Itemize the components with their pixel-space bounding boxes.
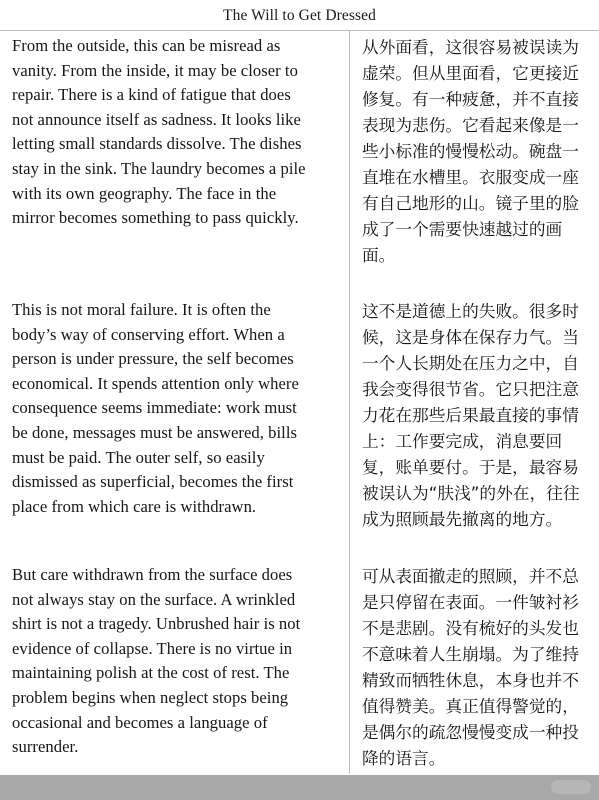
chinese-line: 不意味着人生崩塌。为了维持	[362, 644, 579, 664]
chinese-line: 是偶尔的疏忽慢慢变成一种投	[362, 722, 579, 742]
english-line: mirror becomes something to pass quickly.	[12, 208, 299, 228]
english-line: dismissed as superficial, becomes the first	[12, 472, 294, 492]
english-line: not announce itself as sadness. It looks like	[12, 109, 301, 129]
chinese-line: 不是悲剧。没有梳好的头发也	[362, 618, 579, 638]
chinese-line: 些小标准的慢慢松动。碗盘一	[362, 141, 579, 161]
english-line: body’s way of conserving effort. When a	[12, 324, 285, 344]
english-paragraph	[12, 298, 347, 519]
chinese-line: 成为照顾最先撤离的地方。	[362, 509, 563, 529]
chinese-line: 从外面看，这很容易被误读为	[362, 37, 579, 57]
chinese-line: 表现为悲伤。它看起来像是一	[362, 115, 579, 135]
chinese-line: 可从表面撤走的照顾，并不总	[362, 566, 579, 586]
chinese-line: 有自己地形的山。镜子里的脸	[362, 193, 579, 213]
english-line: vanity. From the inside, it may be closer to	[12, 60, 298, 80]
watermark-logo	[551, 780, 591, 794]
chinese-line: 这不是道德上的失败。很多时	[362, 301, 579, 321]
chinese-line: 虚荣。但从里面看，它更接近	[362, 63, 579, 83]
chinese-paragraph	[362, 34, 594, 268]
english-line: From the outside, this can be misread as	[12, 36, 281, 55]
english-line: surrender.	[12, 737, 79, 757]
chinese-line: 一个人长期处在压力之中，自	[362, 353, 579, 373]
english-line: place from which care is withdrawn.	[12, 496, 257, 516]
chinese-line: 值得赞美。真正值得警觉的，	[362, 696, 579, 716]
english-paragraph	[12, 34, 347, 231]
english-line: shirt is not a tragedy. Unbrushed hair is not	[12, 614, 301, 634]
chinese-paragraph	[362, 298, 594, 532]
column-divider	[349, 31, 350, 774]
english-line: must be paid. The outer self, so easily	[12, 447, 265, 467]
english-line: problem begins when neglect stops being	[12, 687, 289, 707]
english-line: evidence of collapse. There is no virtue in	[12, 638, 293, 658]
english-line: be done, messages must be answered, bills	[12, 422, 298, 442]
chinese-paragraph	[362, 563, 594, 771]
chinese-line: 是只停留在表面。一件皱衬衫	[362, 592, 579, 612]
english-line: occasional and becomes a language of	[12, 712, 268, 732]
chinese-line: 我会变得很节省。它只把注意	[362, 379, 579, 399]
english-paragraph	[12, 563, 347, 760]
chinese-line: 修复。有一种疲惫，并不直接	[362, 89, 579, 109]
english-line: repair. There is a kind of fatigue that does	[12, 85, 291, 105]
english-line: This is not moral failure. It is often the	[12, 300, 271, 319]
chinese-line: 被误认为“肤浅”的外在，往往	[362, 483, 580, 503]
chinese-line: 力花在那些后果最直接的事情	[362, 405, 579, 425]
chinese-line: 复，账单要付。于是，最容易	[362, 457, 579, 477]
english-line: consequence seems immediate: work must	[12, 398, 297, 418]
english-line: maintaining polish at the cost of rest. The	[12, 663, 290, 683]
chinese-line: 降的语言。	[362, 748, 446, 768]
english-line: economical. It spends attention only where	[12, 373, 299, 393]
english-line: not always stay on the surface. A wrinkled	[12, 589, 296, 609]
chinese-line: 直堆在水槽里。衣服变成一座	[362, 167, 579, 187]
chinese-line: 上：工作要完成，消息要回	[362, 431, 563, 451]
chinese-line: 成了一个需要快速越过的画	[362, 219, 563, 239]
english-line: stay in the sink. The laundry becomes a pile	[12, 158, 306, 178]
english-line: with its own geography. The face in the	[12, 183, 277, 203]
page-title: The Will to Get Dressed	[223, 7, 376, 24]
chinese-line: 面。	[362, 245, 396, 265]
english-line: letting small standards dissolve. The dishes	[12, 134, 302, 154]
english-line: person is under pressure, the self becomes	[12, 349, 294, 369]
page-header	[0, 0, 599, 31]
english-line: But care withdrawn from the surface does	[12, 565, 293, 584]
chinese-line: 精致而牺牲休息，本身也并不	[362, 670, 579, 690]
footer-bar	[0, 775, 599, 800]
chinese-line: 候，这是身体在保存力气。当	[362, 327, 579, 347]
